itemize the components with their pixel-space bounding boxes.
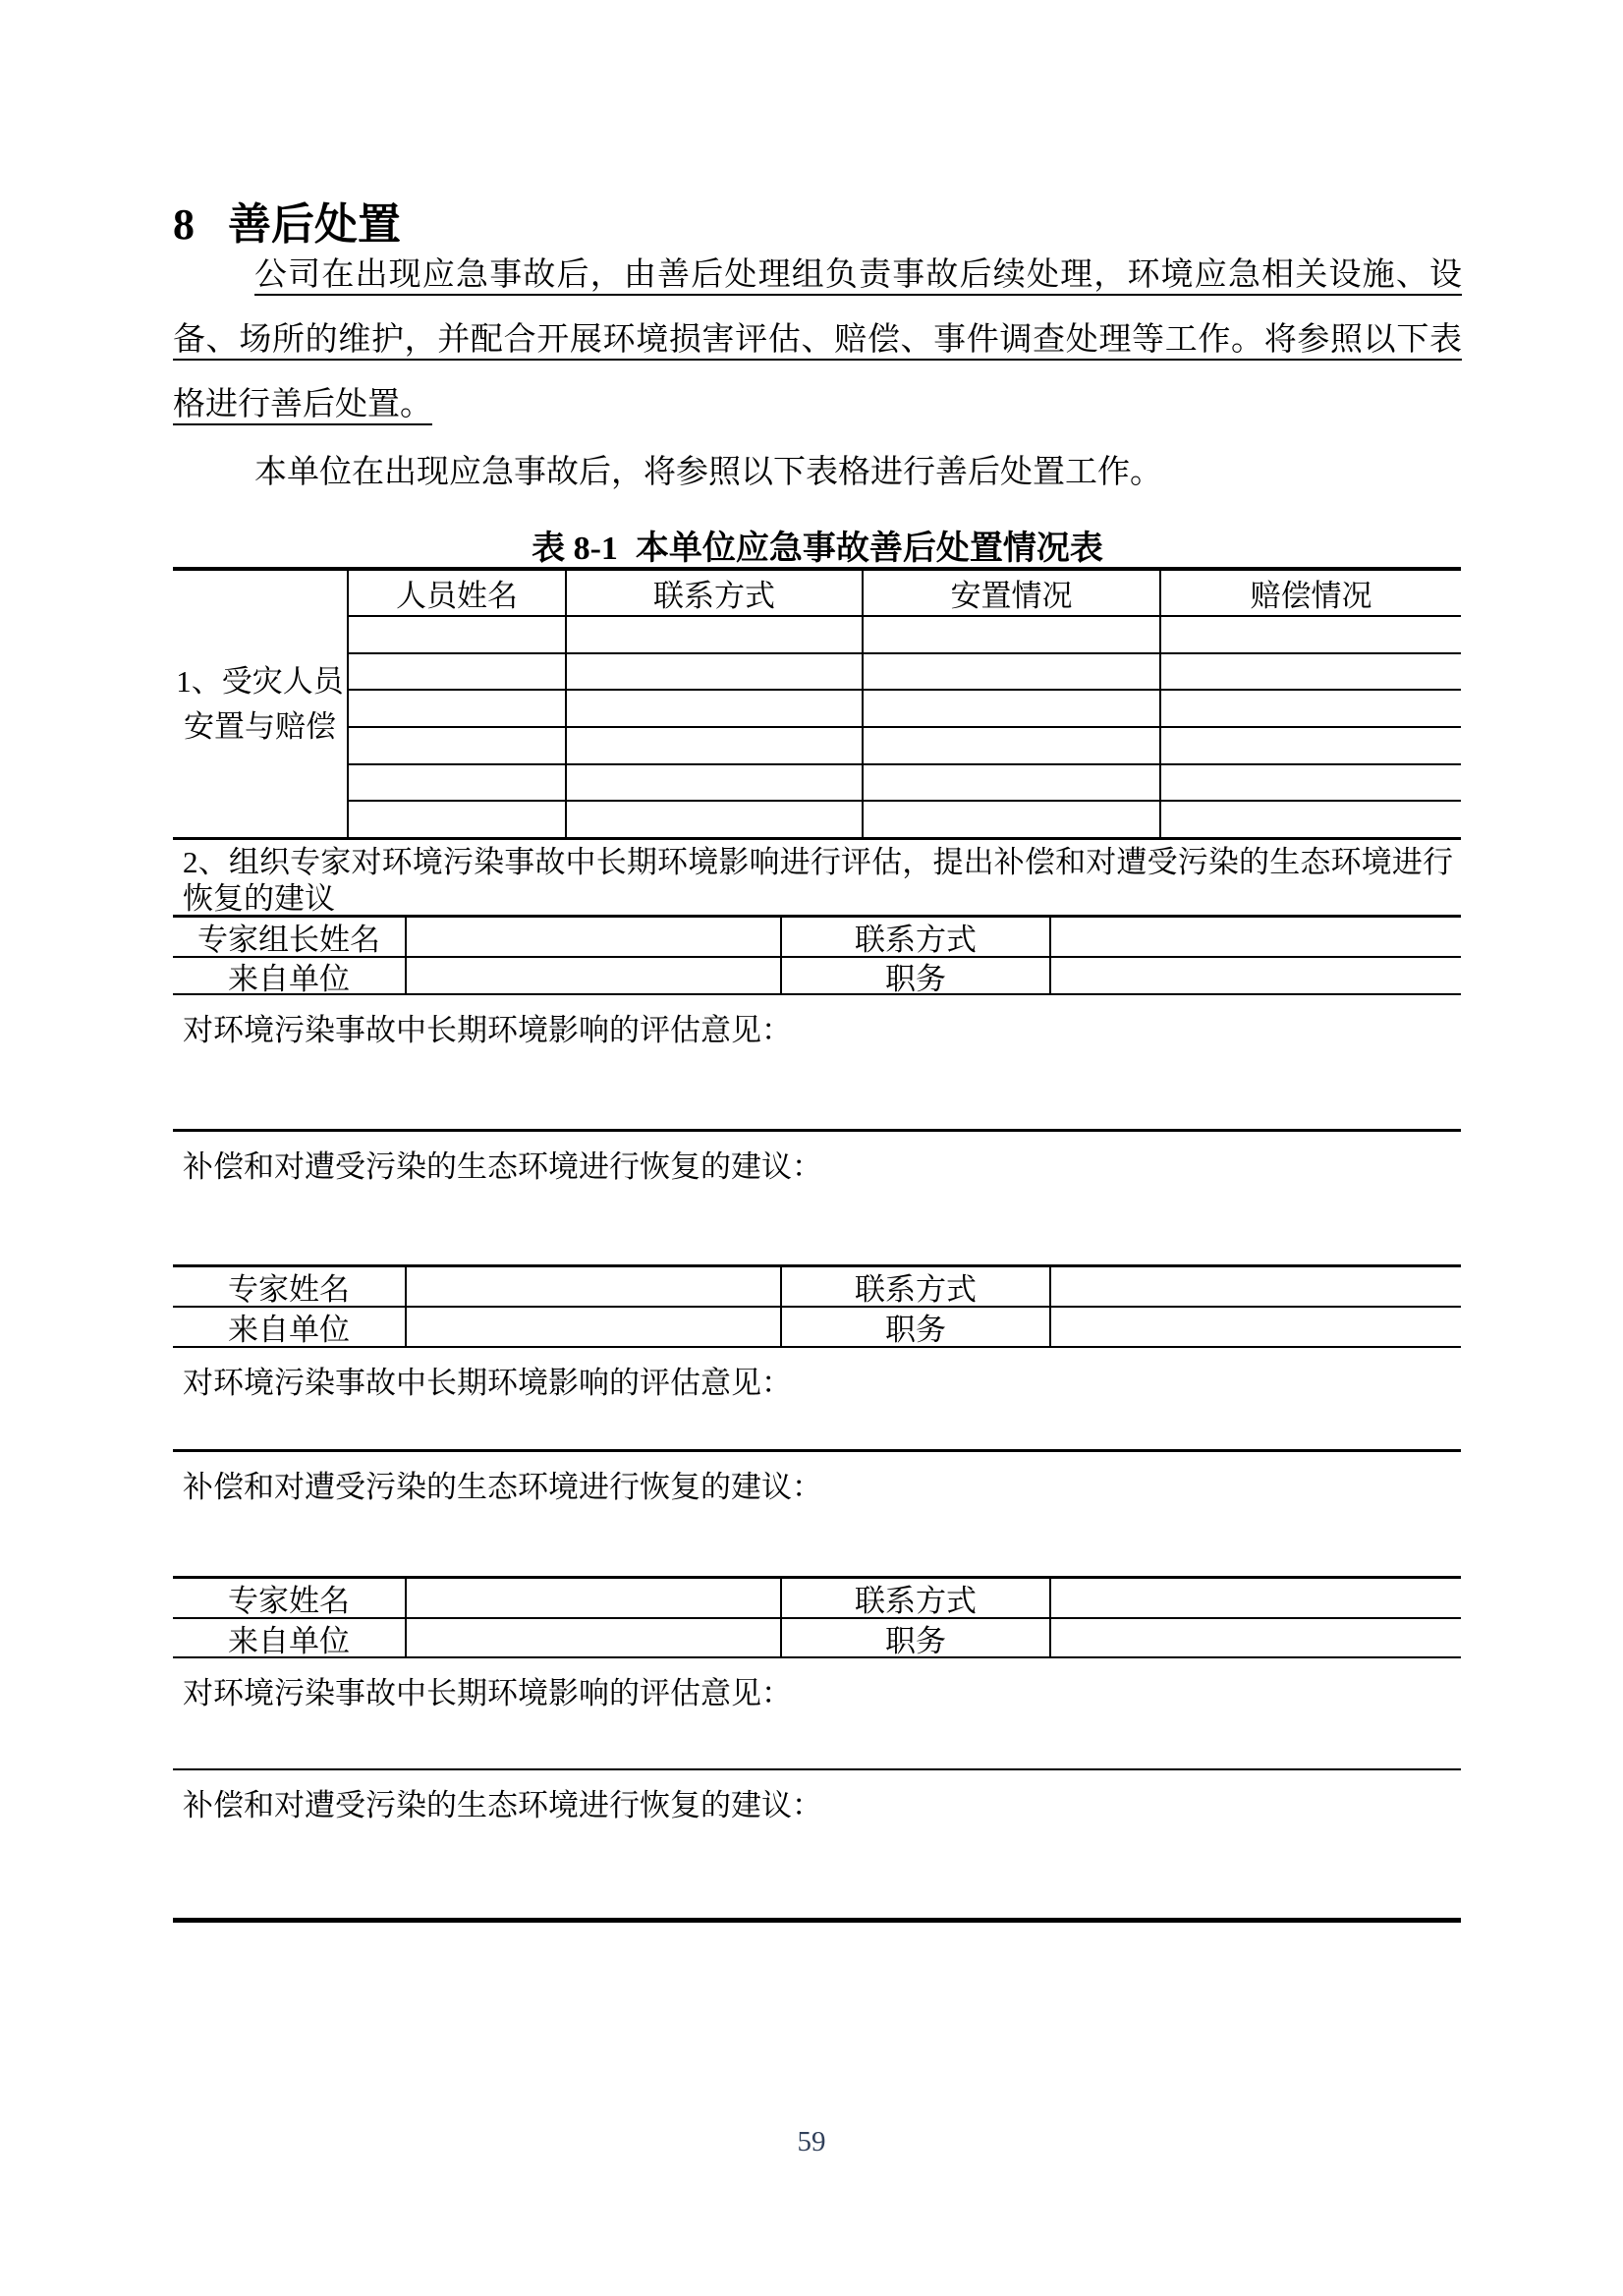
empty-cell	[347, 617, 565, 652]
victims-grid	[347, 571, 1461, 837]
empty-cell	[565, 765, 862, 801]
victims-row-label-line1: 1、受灾人员	[176, 663, 344, 699]
victims-header-row	[347, 571, 1461, 617]
empty-cell	[862, 802, 1159, 837]
victims-row-label	[173, 571, 347, 837]
empty-cell	[862, 765, 1159, 801]
empty-cell	[1159, 765, 1461, 801]
expert-unit-value	[405, 1619, 780, 1656]
col-header-contact: 联系方式	[565, 571, 862, 615]
leader-contact-label: 联系方式	[780, 918, 1049, 956]
leader-suggestion-cell	[173, 1132, 1461, 1267]
empty-cell	[565, 728, 862, 763]
empty-cell	[347, 765, 565, 801]
leader-title-label: 职务	[780, 958, 1049, 993]
victims-empty-row	[347, 617, 1461, 654]
suggestion-label: 补偿和对遭受污染的生态环境进行恢复的建议：	[183, 1788, 822, 1822]
empty-cell	[1159, 802, 1461, 837]
table-caption-label: 表 8-1	[532, 531, 618, 567]
leader-title-value	[1049, 958, 1461, 993]
assessment-label: 对环境污染事故中长期环境影响的评估意见：	[183, 1676, 792, 1710]
expert2-suggestion-cell	[173, 1770, 1461, 1918]
paragraph-company: 公司在出现应急事故后，由善后处理组负责事故后续处理，环境应急相关设施、设备、场所的维护，并配合开展环境损害评估、赔偿、事件调查处理等工作。将参照以下表格进行善后处置。	[173, 257, 1462, 422]
victims-empty-row	[347, 691, 1461, 728]
victims-row-label-line2: 安置与赔偿	[184, 708, 336, 744]
leader-unit-value	[405, 958, 780, 993]
victims-empty-row	[347, 728, 1461, 765]
leader-name-value	[405, 918, 780, 956]
empty-cell	[347, 654, 565, 690]
table-caption	[173, 521, 1462, 569]
expert1-name-row	[173, 1267, 1461, 1308]
empty-cell	[565, 654, 862, 690]
assessment-label: 对环境污染事故中长期环境影响的评估意见：	[183, 1013, 792, 1047]
leader-contact-value	[1049, 918, 1461, 956]
expert2-unit-row	[173, 1619, 1461, 1658]
table-caption-title: 本单位应急事故善后处置情况表	[635, 531, 1103, 567]
expert-name-value	[405, 1579, 780, 1617]
empty-cell	[1159, 654, 1461, 690]
empty-cell	[862, 654, 1159, 690]
empty-cell	[565, 617, 862, 652]
expert-name-label: 专家姓名	[228, 1272, 350, 1307]
leader-unit-label: 来自单位	[228, 961, 350, 996]
victims-empty-row	[347, 802, 1461, 837]
expert-contact-label: 联系方式	[780, 1579, 1049, 1617]
expert-title-value	[1049, 1308, 1461, 1346]
expert-unit-value	[405, 1308, 780, 1346]
expert-title-label: 职务	[780, 1619, 1049, 1656]
assessment-label: 对环境污染事故中长期环境影响的评估意见：	[183, 1366, 792, 1400]
expert1-unit-row	[173, 1308, 1461, 1348]
leader-unit-row	[173, 958, 1461, 995]
expert2-assessment-cell	[173, 1658, 1461, 1770]
empty-cell	[862, 691, 1159, 726]
expert-title-label: 职务	[780, 1308, 1049, 1346]
heading-title: 善后处置	[228, 200, 401, 249]
expert-contact-value	[1049, 1579, 1461, 1617]
empty-cell	[862, 617, 1159, 652]
victims-empty-row	[347, 765, 1461, 803]
empty-cell	[565, 691, 862, 726]
expert-unit-label: 来自单位	[228, 1623, 350, 1658]
empty-cell	[1159, 691, 1461, 726]
empty-cell	[347, 728, 565, 763]
empty-cell	[347, 802, 565, 837]
empty-cell	[862, 728, 1159, 763]
empty-cell	[1159, 617, 1461, 652]
paragraph-unit: 本单位在出现应急事故后，将参照以下表格进行善后处置工作。	[254, 455, 1162, 490]
leader-name-row	[173, 918, 1461, 958]
empty-cell	[1159, 728, 1461, 763]
expert1-suggestion-cell	[173, 1452, 1461, 1579]
empty-cell	[565, 802, 862, 837]
empty-cell	[347, 691, 565, 726]
col-header-compensation: 赔偿情况	[1159, 571, 1461, 615]
expert-unit-label: 来自单位	[228, 1313, 350, 1347]
leader-assessment-cell	[173, 995, 1461, 1132]
expert-contact-label: 联系方式	[780, 1267, 1049, 1306]
expert-contact-value	[1049, 1267, 1461, 1306]
suggestion-label: 补偿和对遭受污染的生态环境进行恢复的建议：	[183, 1149, 822, 1184]
expert2-name-row	[173, 1579, 1461, 1619]
page-number: 59	[797, 2126, 826, 2157]
col-header-person-name: 人员姓名	[347, 571, 565, 615]
expert-name-value	[405, 1267, 780, 1306]
leader-name-label: 专家组长姓名	[197, 923, 380, 957]
experts-intro: 2、组织专家对环境污染事故中长期环境影响进行评估，提出补偿和对遭受污染的生态环境进行恢复的建议	[173, 840, 1461, 918]
col-header-placement: 安置情况	[862, 571, 1159, 615]
victims-empty-row	[347, 654, 1461, 692]
heading-number: 8	[173, 200, 195, 249]
expert-name-label: 专家姓名	[228, 1584, 350, 1618]
suggestion-label: 补偿和对遭受污染的生态环境进行恢复的建议：	[183, 1470, 822, 1504]
aftermath-table	[173, 567, 1461, 1923]
expert1-assessment-cell	[173, 1348, 1461, 1452]
expert-title-value	[1049, 1619, 1461, 1656]
section-victims	[173, 571, 1461, 840]
